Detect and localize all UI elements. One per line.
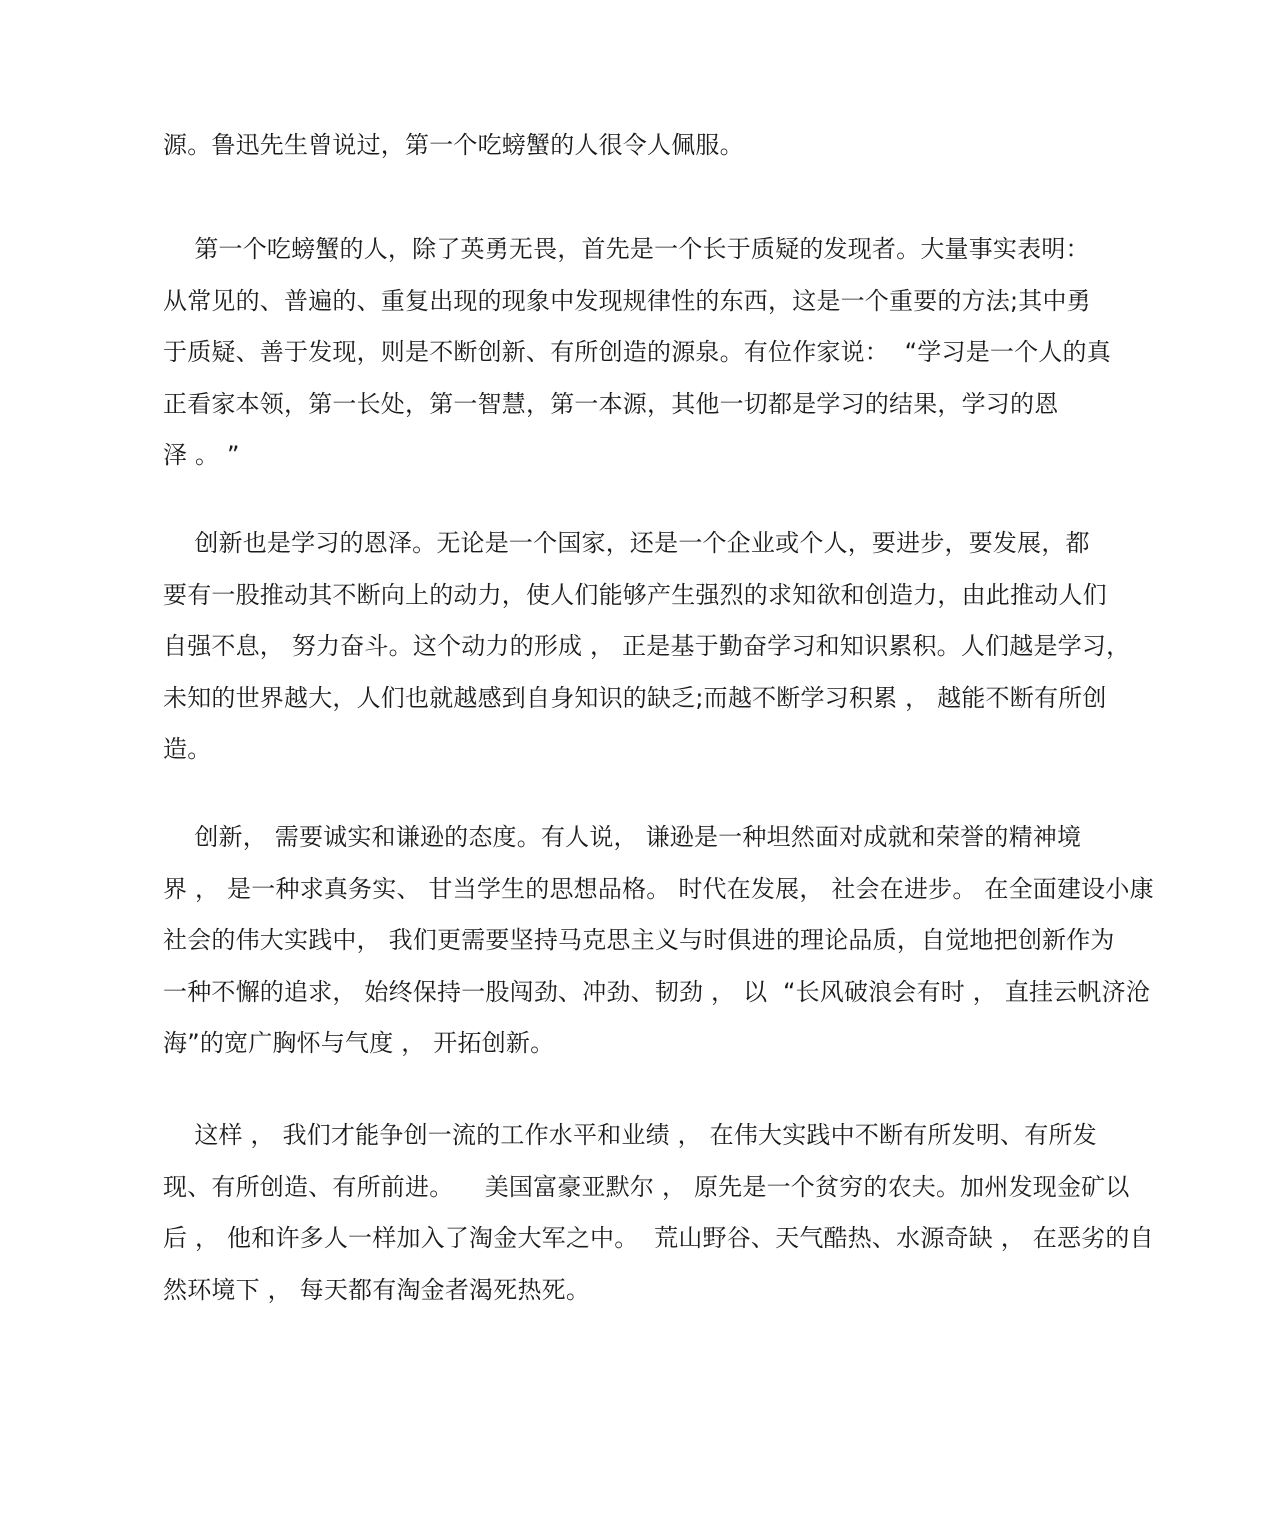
text-line: 海”的宽广胸怀与气度 ， 开拓创新。 <box>163 1029 555 1057</box>
paragraph <box>163 1110 1154 1316</box>
text-line: 现、有所创造、有所前进。 美国富豪亚默尔 ， 原先是一个贫穷的农夫。加州发现金矿以 <box>163 1172 1130 1201</box>
text-line: 从常见的、普遍的、重复出现的现象中发现规律性的东西，这是一个重要的方法;其中勇 <box>163 286 1091 315</box>
text-line: 于质疑、善于发现，则是不断创新、有所创造的源泉。有位作家说： “学习是一个人的真 <box>163 338 1111 366</box>
text-line: 然环境下 ， 每天都有淘金者渴死热死。 <box>163 1275 591 1304</box>
text-line: 界 ， 是一种求真务实、 甘当学生的思想品格。 时代在发展， 社会在进步。 在全面建设小康 <box>163 874 1154 903</box>
paragraph <box>163 812 1154 1070</box>
text-line: 后 ， 他和许多人一样加入了淘金大军之中。 荒山野谷、天气酷热、水源奇缺 ， 在恶劣的自 <box>163 1224 1154 1252</box>
text-line: 正看家本领，第一长处，第一智慧，第一本源，其他一切都是学习的结果，学习的恩 <box>163 389 1059 418</box>
paragraph <box>163 224 1123 482</box>
text-line: 创新也是学习的恩泽。无论是一个国家，还是一个企业或个人，要进步，要发展，都 <box>163 529 1090 557</box>
text-line: 这样 ， 我们才能争创一流的工作水平和业绩 ， 在伟大实践中不断有所发明、有所发 <box>163 1121 1097 1149</box>
text-line: 自强不息， 努力奋斗。这个动力的形成 ， 正是基于勤奋学习和知识累积。人们越是学习， <box>163 632 1131 660</box>
text-line: 未知的世界越大，人们也就越感到自身知识的缺乏;而越不断学习积累 ， 越能不断有所创 <box>163 683 1107 712</box>
text-line: 第一个吃螃蟹的人，除了英勇无畏，首先是一个长于质疑的发现者。大量事实表明： <box>163 235 1090 263</box>
paragraph <box>163 120 1123 172</box>
text-line: 社会的伟大实践中， 我们更需要坚持马克思主义与时俱进的理论品质，自觉地把创新作为 <box>163 926 1115 954</box>
text-line: 泽 。 ” <box>163 441 240 469</box>
paragraph <box>163 518 1131 776</box>
text-line: 要有一股推动其不断向上的动力，使人们能够产生强烈的求知欲和创造力，由此推动人们 <box>163 580 1107 609</box>
text-line: 源。鲁迅先生曾说过，第一个吃螃蟹的人很令人佩服。 <box>163 131 744 159</box>
text-line: 一种不懈的追求， 始终保持一股闯劲、冲劲、韧劲 ， 以 “长风破浪会有时 ， 直挂云帆济沧 <box>163 977 1151 1006</box>
text-line: 创新， 需要诚实和谦逊的态度。有人说， 谦逊是一种坦然面对成就和荣誉的精神境 <box>163 823 1082 851</box>
text-line: 造。 <box>163 735 212 763</box>
